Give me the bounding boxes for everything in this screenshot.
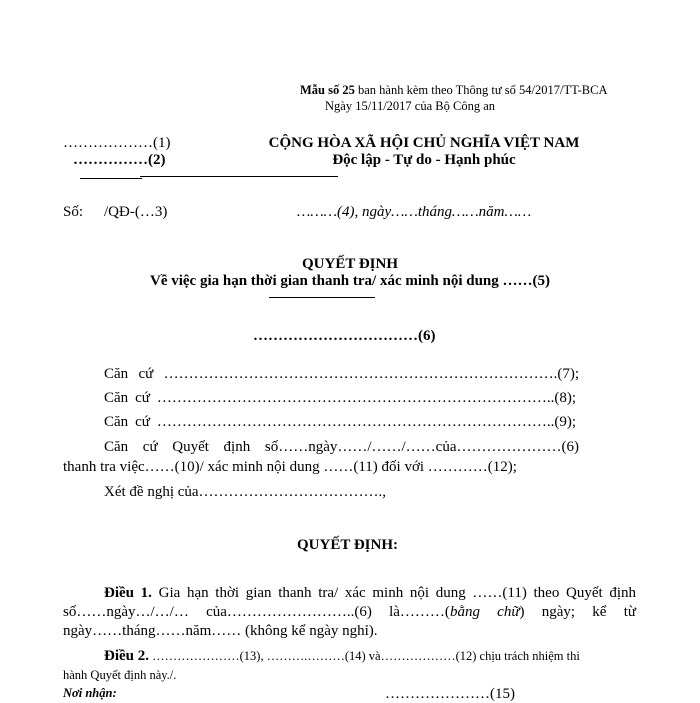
article-1-line2-b: ) ngày; kể từ bbox=[519, 604, 636, 620]
agency-line-1: ………………(1) bbox=[63, 135, 171, 151]
article-1-line1 bbox=[104, 585, 636, 602]
basis-3: Căn cứ ……………………………………………………………………..(9); bbox=[104, 414, 576, 430]
proposal: Xét đề nghị của………………………………., bbox=[104, 484, 387, 500]
document-number: /QĐ-(…3) bbox=[104, 204, 168, 220]
article-1-label: Điều 1. bbox=[104, 585, 152, 601]
signature-line: …………………(15) bbox=[385, 686, 515, 702]
basis-1: Căn cứ …………………………………………………………………….(7); bbox=[104, 366, 579, 382]
article-2-line1 bbox=[104, 648, 580, 665]
basis-4-line1: Căn cứ Quyết định số……ngày……/……/……của…………………(6) bbox=[104, 439, 579, 455]
article-1-in-words: bằng chữ bbox=[449, 604, 520, 620]
article-1-line3: ngày……tháng……năm…… (không kể ngày nghỉ). bbox=[63, 623, 378, 639]
national-motto: Độc lập - Tự do - Hạnh phúc bbox=[332, 152, 516, 168]
article-1-line2-a: số……ngày…/…/… của……………………..(6) là………( bbox=[63, 604, 450, 620]
form-note-label: Mẫu số 25 bbox=[300, 83, 355, 97]
national-title: CỘNG HÒA XÃ HỘI CHỦ NGHĨA VIỆT NAM bbox=[268, 135, 580, 151]
agency-underline bbox=[80, 178, 142, 179]
place-date: ………(4), ngày……tháng……năm…… bbox=[297, 204, 532, 220]
decision-heading: QUYẾT ĐỊNH: bbox=[297, 537, 398, 553]
basis-4-line2: thanh tra việc……(10)/ xác minh nội dung ……(11) đối với …………(12); bbox=[63, 459, 517, 475]
form-note-text: ban hành kèm theo Thông tư số 54/2017/TT-BCA bbox=[354, 83, 608, 97]
motto-underline bbox=[140, 176, 338, 177]
document-number-label: Số: bbox=[63, 204, 84, 220]
issuing-authority: ……………………………(6) bbox=[253, 328, 436, 344]
article-2-line2: hành Quyết định này./. bbox=[63, 668, 177, 682]
form-note-line2: Ngày 15/11/2017 của Bộ Công an bbox=[325, 99, 496, 113]
article-1-line2 bbox=[63, 604, 636, 621]
subtitle-underline bbox=[269, 297, 375, 298]
article-1-text: Gia hạn thời gian thanh tra/ xác minh nội dung ……(11) theo Quyết định bbox=[151, 585, 637, 601]
document-subtitle: Về việc gia hạn thời gian thanh tra/ xác minh nội dung ……(5) bbox=[149, 273, 551, 289]
form-note-line1 bbox=[300, 83, 607, 98]
agency-line-2: ……………(2) bbox=[73, 152, 166, 168]
document-title: QUYẾT ĐỊNH bbox=[302, 256, 398, 272]
article-2-label: Điều 2. bbox=[104, 648, 149, 664]
basis-2: Căn cứ ……………………………………………………………………..(8); bbox=[104, 390, 576, 406]
recipients-label: Nơi nhận: bbox=[63, 686, 117, 700]
article-2-text: …………………(13), ……….………(14) và………………(12) chịu trách nhiệm thi bbox=[149, 649, 580, 663]
